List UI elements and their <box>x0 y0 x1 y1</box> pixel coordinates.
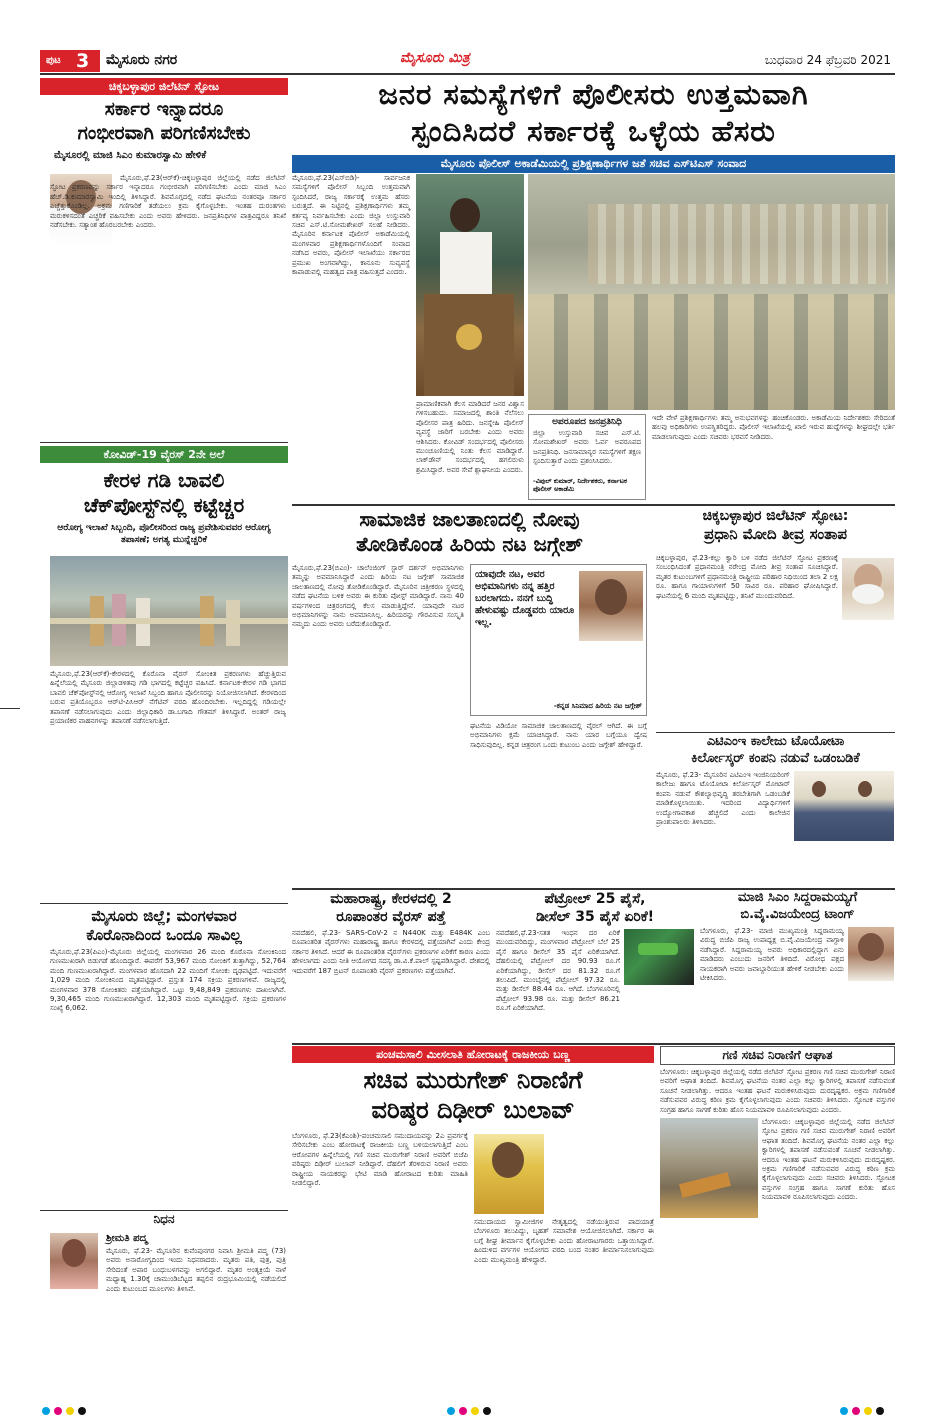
story-gelatin-hdk <box>40 78 288 438</box>
headline-line-1: ಸಾಮಾಜಿಕ ಜಾಲತಾಣದಲ್ಲಿ ನೋವು <box>359 507 580 531</box>
black-dot <box>78 1407 86 1415</box>
headline-line-1: ಕೇರಳ ಗಡಿ ಬಾವಲಿ <box>103 468 225 492</box>
headline-line-1: ಸರ್ಕಾರ ಇನ್ನಾದರೂ <box>104 98 224 120</box>
story-kerala-border <box>40 446 288 901</box>
checkpost-photo <box>50 556 288 666</box>
story-mines-shock <box>660 1046 898 1364</box>
story-body-continued: ಬೆಂಗಳೂರು: ಚಿಕ್ಕಬಳ್ಳಾಪುರ ಜಿಲ್ಲೆಯಲ್ಲಿ ನಡೆದ ಜಿಲೆಟಿನ್ ಸ್ಫೋಟ ಪ್ರಕರಣ ಗಣಿ ಸಚಿವ ಮುರುಗೇಶ್ ನಿರಾಣಿ ಅವರಿಗೆ ಆಘಾತ ತಂದಿದೆ. ಶಿವಮೊಗ್ಗ ಘಟನೆಯ ನಂತರ ಎಲ್ಲಾ ಕಲ್ಲು ಕ್ವಾರಿಗಳಲ್ಲಿ ತಪಾಸಣೆ ನಡೆಸುವಂತೆ ಸೂಚನೆ ನೀಡಲಾಗಿತ್ತು. ಆದರೂ ಇಂತಹ ಘಟನೆ ಮರುಕಳಿಸಿರುವುದು ದುರದೃಷ್ಟಕರ. ಅಕ್ರಮ ಗಣಿಗಾರಿಕೆ ನಡೆಸುವವರ ವಿರುದ್ಧ ಕಠಿಣ ಕ್ರಮ ಕೈಗೊಳ್ಳಲಾಗುವುದು ಎಂದು ಸಚಿವರು ತಿಳಿಸಿದರು. ಸ್ಫೋಟಕ ವಸ್ತುಗಳ ಸಂಗ್ರಹ ಹಾಗೂ ಸಾಗಣೆ ಕುರಿತು ಹೊಸ ನಿಯಮಾವಳಿ ರೂಪಿಸಲಾಗುವುದು ಎಂದರು. <box>762 1118 898 1202</box>
story-petrol-price <box>496 891 694 1041</box>
quote-title: ಅಪರೂಪದ ಜನಪ್ರತಿನಿಧಿ <box>552 417 622 427</box>
lead-quote-box <box>528 414 646 500</box>
issue-date: ಬುಧವಾರ 24 ಫೆಬ್ರವರಿ 2021 <box>764 53 891 67</box>
story-body: ಮೈಸೂರು,ಫೆ.23(ಆರ್‌ಕೆ)-ಕೇರಳದಲ್ಲಿ ಕೊರೊನಾ ವೈರಸ್ ಸೋಂಕಿತ ಪ್ರಕರಣಗಳು ಹೆಚ್ಚುತ್ತಿರುವ ಹಿನ್ನೆಲೆಯಲ್ಲಿ ಮೈಸೂರು ಜಿಲ್ಲಾಡಳಿತವು ಗಡಿ ಭಾಗದಲ್ಲಿ ಕಟ್ಟೆಚ್ಚರ ವಹಿಸಿದೆ. ಕರ್ನಾಟಕ-ಕೇರಳ ಗಡಿ ಭಾಗದ ಬಾವಲಿ ಚೆಕ್‌ಪೋಸ್ಟ್‌ನಲ್ಲಿ ಆರೋಗ್ಯ ಇಲಾಖೆ ಸಿಬ್ಬಂದಿ ಹಾಗೂ ಪೊಲೀಸರನ್ನು ನಿಯೋಜಿಸಲಾಗಿದೆ. ಕೇರಳದಿಂದ ಬರುವ ಪ್ರತಿಯೊಬ್ಬರೂ ಆರ್‌ಟಿ-ಪಿಸಿಆರ್ ನೆಗೆಟಿವ್ ವರದಿ ಹೊಂದಿರಬೇಕು. ಇಲ್ಲದಿದ್ದಲ್ಲಿ ಗಡಿಯಲ್ಲೇ ತಪಾಸಣೆ ನಡೆಸಲಾಗುವುದು ಎಂದು ಜಿಲ್ಲಾಧಿಕಾರಿ ಡಾ.ಬಗಾದಿ ಗೌತಮ್ ತಿಳಿಸಿದ್ದಾರೆ. ಅಂತರ್ ರಾಜ್ಯ ಪ್ರಯಾಣಿಕರ ವಾಹನಗಳನ್ನು ತಪಾಸಣೆ ನಡೆಸಲಾಗುತ್ತಿದೆ. <box>50 670 289 726</box>
headline-line-2: ಚೆಕ್‌ಪೋಸ್ಟ್‌ನಲ್ಲಿ ಕಟ್ಟೆಚ್ಚರ <box>83 493 245 517</box>
quote-text: ಯಾವುದೇ ನಟ, ಅವರ ಅಭಿಮಾನಿಗಳು ನನ್ನ ಹತ್ತಿರ ಬರಲಾಗದು. ನನಗೆ ಬುದ್ಧಿ ಹೇಳುವಷ್ಟು ದೊಡ್ಡವರು ಯಾರೂ ಇಲ್ಲ. <box>475 569 575 628</box>
headline-line-2: ಕಿರ್ಲೋಸ್ಕರ್ ಕಂಪನಿ ನಡುವೆ ಒಡಂಬಡಿಕೆ <box>691 750 860 766</box>
headline-line-2: ಪ್ರಧಾನಿ ಮೋದಿ ತೀವ್ರ ಸಂತಾಪ <box>703 525 848 544</box>
headline-line-1: ಸಚಿವ ಮುರುಗೇಶ್ ನಿರಾಣಿಗೆ <box>363 1066 583 1094</box>
story-body: ನವದೆಹಲಿ, ಫೆ.23- SARS-CoV-2 ನ N440K ಮತ್ತು E484K ಎಂಬ ರೂಪಾಂತರಿತ ವೈರಸ್‌ಗಳು ಮಹಾರಾಷ್ಟ್ರ ಹಾಗೂ ಕೇರಳದಲ್ಲಿ ಪತ್ತೆಯಾಗಿವೆ ಎಂದು ಕೇಂದ್ರ ಸರ್ಕಾರ ತಿಳಿಸಿದೆ. ಆದರೆ ಈ ರೂಪಾಂತರಿತ ವೈರಸ್‌ಗಳು ಪ್ರಕರಣಗಳ ಏರಿಕೆಗೆ ಕಾರಣ ಎಂದು ಹೇಳಲಾಗದು ಎಂದು ನೀತಿ ಆಯೋಗದ ಸದಸ್ಯ ಡಾ.ವಿ.ಕೆ.ಪಾಲ್ ಸ್ಪಷ್ಟಪಡಿಸಿದ್ದಾರೆ. ದೇಶದಲ್ಲಿ ಇದುವರೆಗೆ 187 ಬ್ರಿಟನ್ ರೂಪಾಂತರಿ ವೈರಸ್ ಪ್ರಕರಣಗಳು ಪತ್ತೆಯಾಗಿವೆ. <box>292 929 493 975</box>
cyan-dot <box>840 1407 848 1415</box>
story-kirloskar <box>656 735 895 885</box>
headline-line-1: ಎಟಿಎಂಇ ಕಾಲೇಜು ಟೊಯೋಟಾ <box>706 734 845 749</box>
yellow-dot <box>66 1407 74 1415</box>
story-body: ಬೆಂಗಳೂರು: ಚಿಕ್ಕಬಳ್ಳಾಪುರ ಜಿಲ್ಲೆಯಲ್ಲಿ ನಡೆದ ಜಿಲೆಟಿನ್ ಸ್ಫೋಟ ಪ್ರಕರಣ ಗಣಿ ಸಚಿವ ಮುರುಗೇಶ್ ನಿರಾಣಿ ಅವರಿಗೆ ಆಘಾತ ತಂದಿದೆ. ಶಿವಮೊಗ್ಗ ಘಟನೆಯ ನಂತರ ಎಲ್ಲಾ ಕಲ್ಲು ಕ್ವಾರಿಗಳಲ್ಲಿ ತಪಾಸಣೆ ನಡೆಸುವಂತೆ ಸೂಚನೆ ನೀಡಲಾಗಿತ್ತು. ಆದರೂ ಇಂತಹ ಘಟನೆ ಮರುಕಳಿಸಿರುವುದು ದುರದೃಷ್ಟಕರ. ಅಕ್ರಮ ಗಣಿಗಾರಿಕೆ ನಡೆಸುವವರ ವಿರುದ್ಧ ಕಠಿಣ ಕ್ರಮ ಕೈಗೊಳ್ಳಲಾಗುವುದು ಎಂದು ಸಚಿವರು ತಿಳಿಸಿದರು. ಸ್ಫೋಟಕ ವಸ್ತುಗಳ ಸಂಗ್ರಹ ಹಾಗೂ ಸಾಗಣೆ ಕುರಿತು ಹೊಸ ನಿಯಮಾವಳಿ ರೂಪಿಸಲಾಗುವುದು ಎಂದರು. <box>660 1068 898 1114</box>
story-body: ಮೈಸೂರು, ಫೆ.23- ಮೈಸೂರಿನ ಎಟಿಎಂಇ ಇಂಜಿನಿಯರಿಂಗ್ ಕಾಲೇಜು ಹಾಗೂ ಟೊಯೋಟಾ ಕಿರ್ಲೋಸ್ಕರ್ ಮೋಟಾರ್ ಕಂಪನಿ ನಡುವೆ ಕೌಶಲ್ಯಾಭಿವೃದ್ಧಿ ತರಬೇತಿಗಾಗಿ ಒಡಂಬಡಿಕೆ ಮಾಡಿಕೊಳ್ಳಲಾಯಿತು. ಇದರಿಂದ ವಿದ್ಯಾರ್ಥಿಗಳಿಗೆ ಉದ್ಯೋಗಾವಕಾಶ ಹೆಚ್ಚಲಿದೆ ಎಂದು ಕಾಲೇಜಿನ ಪ್ರಾಂಶುಪಾಲರು ತಿಳಿಸಿದರು. <box>656 771 793 827</box>
story-body: ಮೈಸೂರು,ಫೆ.23(ಬಿಎಂ)- ಚಾಲೆಂಜಿಂಗ್ ಸ್ಟಾರ್ ದರ್ಶನ್ ಅಭಿಮಾನಿಗಳು ತಮ್ಮನ್ನು ಅವಮಾನಿಸಿದ್ದಾರೆ ಎಂದು ಹಿರಿಯ ನಟ ಜಗ್ಗೇಶ್ ಸಾಮಾಜಿಕ ಜಾಲತಾಣದಲ್ಲಿ ನೋವು ತೋಡಿಕೊಂಡಿದ್ದಾರೆ. ಮೈಸೂರಿನ ಚಿತ್ರೀಕರಣ ಸ್ಥಳದಲ್ಲಿ ನಡೆದ ಘಟನೆಯ ಬಳಿಕ ಅವರು ಈ ಕುರಿತು ಪೋಸ್ಟ್ ಮಾಡಿದ್ದಾರೆ. ನಾನು 40 ವರ್ಷಗಳಿಂದ ಚಿತ್ರರಂಗದಲ್ಲಿ ಕೆಲಸ ಮಾಡುತ್ತಿದ್ದೇನೆ. ಯಾವುದೇ ನಟರ ಅಭಿಮಾನಿಗಳನ್ನು ನಾನು ಅವಮಾನಿಸಿಲ್ಲ. ಹಿರಿಯರನ್ನು ಗೌರವಿಸುವ ಸಂಸ್ಕೃತಿ ನಮ್ಮದು ಎಂದು ಅವರು ಬರೆದುಕೊಂಡಿದ್ದಾರೆ. <box>292 564 467 629</box>
headline-line-1: ಪೆಟ್ರೋಲ್ 25 ಪೈಸೆ, <box>544 891 646 907</box>
story-mutation-virus <box>292 891 493 1041</box>
story-body: ಬೆಂಗಳೂರು, ಫೆ.23- ಮಾಜಿ ಮುಖ್ಯಮಂತ್ರಿ ಸಿದ್ದರಾಮಯ್ಯ ವಿರುದ್ಧ ಬಿಜೆಪಿ ರಾಜ್ಯ ಉಪಾಧ್ಯಕ್ಷ ಬಿ.ವೈ.ವಿಜಯೇಂದ್ರ ವಾಗ್ದಾಳಿ ನಡೆಸಿದ್ದಾರೆ. ಸಿದ್ದರಾಮಯ್ಯ ಅವರು ಅಧಿಕಾರದಲ್ಲಿದ್ದಾಗ ಏನು ಮಾಡಿದರು ಎಂಬುದು ಜನರಿಗೆ ತಿಳಿದಿದೆ. ವಿರೋಧ ಪಕ್ಷದ ನಾಯಕರಾಗಿ ಅವರು ಜವಾಬ್ದಾರಿಯುತ ಹೇಳಿಕೆ ನೀಡಬೇಕು ಎಂದು ಟೀಕಿಸಿದರು. <box>700 927 847 983</box>
divider <box>40 442 288 443</box>
headline-line-1: ಮಹಾರಾಷ್ಟ್ರ, ಕೇರಳದಲ್ಲಿ 2 <box>330 891 452 907</box>
cyan-dot <box>42 1407 50 1415</box>
divider <box>292 1043 895 1045</box>
headline-bar: ಗಣಿ ಸಚಿವ ನಿರಾಣಿಗೆ ಆಘಾತ <box>660 1046 895 1065</box>
obituary-name: ಶ್ರೀಮತಿ ಪದ್ಮ <box>106 1233 148 1244</box>
divider <box>292 504 895 506</box>
story-body-2: ಸಮುದಾಯದ ಸ್ವಾಮೀಜಿಗಳ ನೇತೃತ್ವದಲ್ಲಿ ನಡೆಯುತ್ತಿರುವ ಪಾದಯಾತ್ರೆ ಬೆಂಗಳೂರು ತಲುಪಿದ್ದು, ಬೃಹತ್ ಸಮಾವೇಶ ಆಯೋಜಿಸಲಾಗಿದೆ. ಸರ್ಕಾರ ಈ ಬಗ್ಗೆ ಶೀಘ್ರ ತೀರ್ಮಾನ ಕೈಗೊಳ್ಳಬೇಕು ಎಂದು ಹೋರಾಟಗಾರರು ಒತ್ತಾಯಿಸಿದ್ದಾರೆ. ಹಿಂದುಳಿದ ವರ್ಗಗಳ ಆಯೋಗದ ವರದಿ ಬಂದ ನಂತರ ತೀರ್ಮಾನಿಸಲಾಗುವುದು ಎಂದು ಮುಖ್ಯಮಂತ್ರಿ ಹೇಳಿದ್ದಾರೆ. <box>474 1218 657 1264</box>
lead-body-col1: ಮೈಸೂರು,ಫೆ.23(ಎಸ್‌ಬಿಡಿ)- ಸಾರ್ವಜನಿಕ ಸಮಸ್ಯೆಗಳಿಗೆ ಪೊಲೀಸ್ ಸಿಬ್ಬಂದಿ ಉತ್ತಮವಾಗಿ ಸ್ಪಂದಿಸಿದರೆ, ರಾಜ್ಯ ಸರ್ಕಾರಕ್ಕೆ ಉತ್ತಮ ಹೆಸರು ಬರುತ್ತದೆ. ಈ ನಿಟ್ಟಿನಲ್ಲಿ ಪ್ರಶಿಕ್ಷಣಾರ್ಥಿಗಳು ತಮ್ಮ ಕರ್ತವ್ಯ ನಿರ್ವಹಿಸಬೇಕು ಎಂದು ಜಿಲ್ಲಾ ಉಸ್ತುವಾರಿ ಸಚಿವ ಎಸ್.ಟಿ.ಸೋಮಶೇಖರ್ ಸಲಹೆ ನೀಡಿದರು. ಮೈಸೂರಿನ ಕರ್ನಾಟಕ ಪೊಲೀಸ್ ಅಕಾಡೆಮಿಯಲ್ಲಿ ಮಂಗಳವಾರ ಪ್ರಶಿಕ್ಷಣಾರ್ಥಿಗಳೊಂದಿಗೆ ಸಂವಾದ ನಡೆಸಿದ ಅವರು, ಪೊಲೀಸ್ ಇಲಾಖೆಯು ಸರ್ಕಾರದ ಪ್ರಮುಖ ಅಂಗವಾಗಿದ್ದು, ಕಾನೂನು ಸುವ್ಯವಸ್ಥೆ ಕಾಪಾಡುವಲ್ಲಿ ಮಹತ್ವದ ಪಾತ್ರ ವಹಿಸುತ್ತದೆ ಎಂದರು. <box>292 174 413 277</box>
trainees-photo <box>528 174 895 410</box>
yellow-dot <box>471 1407 479 1415</box>
headline-line-2: ರೂಪಾಂತರ ವೈರಸ್ ಪತ್ತೆ <box>336 909 446 926</box>
lead-strap: ಮೈಸೂರು ಪೊಲೀಸ್ ಅಕಾಡೆಮಿಯಲ್ಲಿ ಪ್ರಶಿಕ್ಷಣಾರ್ಥಿಗಳ ಜತೆ ಸಚಿವ ಎಸ್‌ಟಿಎಸ್ ಸಂವಾದ <box>292 155 895 173</box>
black-dot <box>483 1407 491 1415</box>
fuel-nozzle-photo <box>624 929 694 985</box>
story-body: ಚಿಕ್ಕಬಳ್ಳಾಪುರ, ಫೆ.23-ಕಲ್ಲು ಕ್ವಾರಿ ಬಳಿ ನಡೆದ ಜಿಲೆಟಿನ್ ಸ್ಫೋಟ ಪ್ರಕರಣಕ್ಕೆ ಸಂಬಂಧಿಸಿದಂತೆ ಪ್ರಧಾನಮಂತ್ರಿ ನರೇಂದ್ರ ಮೋದಿ ತೀವ್ರ ಸಂತಾಪ ಸೂಚಿಸಿದ್ದಾರೆ. ಮೃತರ ಕುಟುಂಬಗಳಿಗೆ ಪ್ರಧಾನಮಂತ್ರಿ ರಾಷ್ಟ್ರೀಯ ಪರಿಹಾರ ನಿಧಿಯಿಂದ ತಲಾ 2 ಲಕ್ಷ ರೂ. ಹಾಗೂ ಗಾಯಾಳುಗಳಿಗೆ 50 ಸಾವಿರ ರೂ. ಪರಿಹಾರ ಘೋಷಿಸಿದ್ದಾರೆ. ಘಟನೆಯಲ್ಲಿ 6 ಮಂದಿ ಮೃತಪಟ್ಟಿದ್ದು, ತನಿಖೆ ಮುಂದುವರಿದಿದೆ. <box>656 554 841 600</box>
quote-body: ಜಿಲ್ಲಾ ಉಸ್ತುವಾರಿ ಸಚಿವ ಎಸ್.ಟಿ. ಸೋಮಶೇಖರ್ ಅವರು ಓರ್ವ ಅಪರೂಪದ ಜನಪ್ರತಿನಿಧಿ. ಜನಸಾಮಾನ್ಯರ ಸಮಸ್ಯೆಗಳಿಗೆ ತಕ್ಷಣ ಸ್ಪಂದಿಸುತ್ತಾರೆ ಎಂದು ಪ್ರಶಂಸಿಸಿದರು. <box>533 429 644 466</box>
page-number-badge <box>40 50 100 72</box>
nirani-photo <box>474 1134 544 1214</box>
fold-mark <box>0 708 20 709</box>
story-jaggesh <box>292 507 650 886</box>
obituary <box>40 1213 288 1365</box>
cyan-dot <box>447 1407 455 1415</box>
story-body: ಮೈಸೂರು,ಫೆ.23(ಆರ್‌ಕೆ)-ಚಿಕ್ಕಬಳ್ಳಾಪುರ ಜಿಲ್ಲೆಯಲ್ಲಿ ನಡೆದ ಜಿಲೆಟಿನ್ ಸ್ಫೋಟ ಪ್ರಕರಣವನ್ನು ಸರ್ಕಾರ ಇನ್ನಾದರೂ ಗಂಭೀರವಾಗಿ ಪರಿಗಣಿಸಬೇಕು ಎಂದು ಮಾಜಿ ಸಿಎಂ ಹೆಚ್.ಡಿ.ಕುಮಾರಸ್ವಾಮಿ ಇಂದಿಲ್ಲಿ ತಿಳಿಸಿದ್ದಾರೆ. ಶಿವಮೊಗ್ಗದಲ್ಲಿ ನಡೆದ ಘಟನೆಯ ನಂತರವೂ ಸರ್ಕಾರ ಎಚ್ಚೆತ್ತುಕೊಂಡಿಲ್ಲ. ಅಕ್ರಮ ಗಣಿಗಾರಿಕೆ ತಡೆಯಲು ಕ್ರಮ ಕೈಗೊಳ್ಳಬೇಕು. ಇಂತಹ ದುರಂತಗಳು ಮರುಕಳಿಸದಂತೆ ಎಚ್ಚರಿಕೆ ವಹಿಸಬೇಕು ಎಂದು ಅವರು ಹೇಳಿದರು. ಜನಪ್ರತಿನಿಧಿಗಳ ಪಾತ್ರವಿದ್ದರೂ ತನಿಖೆ ನಡೆಸಬೇಕು. ಸತ್ಯಾಂಶ ಹೊರಬರಬೇಕು ಎಂದರು. <box>50 174 289 230</box>
headline-line-2: ಬಿ.ವೈ.ವಿಜಯೇಂದ್ರ ಟಾಂಗ್ <box>740 906 855 922</box>
minister-podium-photo <box>416 174 524 396</box>
story-body: ನವದೆಹಲಿ,ಫೆ.23-ಸತತ ಇಂಧನ ದರ ಏರಿಕೆ ಮುಂದುವರಿದಿದ್ದು, ಮಂಗಳವಾರ ಪೆಟ್ರೋಲ್ ಬೆಲೆ 25 ಪೈಸೆ ಹಾಗೂ ಡೀಸೆಲ್ 35 ಪೈಸೆ ಏರಿಕೆಯಾಗಿದೆ. ದೆಹಲಿಯಲ್ಲಿ ಪೆಟ್ರೋಲ್ ದರ 90.93 ರೂ.ಗೆ ಏರಿಕೆಯಾಗಿದ್ದು, ಡೀಸೆಲ್ ದರ 81.32 ರೂ.ಗೆ ತಲುಪಿದೆ. ಮುಂಬೈನಲ್ಲಿ ಪೆಟ್ರೋಲ್ 97.32 ರೂ. ಮತ್ತು ಡೀಸೆಲ್ 88.44 ರೂ. ಆಗಿದೆ. ಬೆಂಗಳೂರಿನಲ್ಲಿ ಪೆಟ್ರೋಲ್ 93.98 ರೂ. ಮತ್ತು ಡೀಸೆಲ್ 86.21 ರೂ.ಗೆ ಏರಿಕೆಯಾಗಿದೆ. <box>496 929 623 1013</box>
vijayendra-photo <box>848 927 894 981</box>
story-modi <box>656 508 895 730</box>
quote-attribution: -ಕನ್ನಡ ಸಿನಿಮಾದ ಹಿರಿಯ ನಟ ಜಗ್ಗೇಶ್ <box>553 702 642 710</box>
registration-marks-left <box>40 1400 100 1410</box>
subhead: ಮೈಸೂರಲ್ಲಿ ಮಾಜಿ ಸಿಎಂ ಕುಮಾರಸ್ವಾಮಿ ಹೇಳಿಕೆ <box>54 149 207 161</box>
jaggesh-quote-box <box>470 564 647 716</box>
paper-name: ಮೈಸೂರು ಮಿತ್ರ <box>400 50 470 66</box>
headline-line-1: ಚಿಕ್ಕಬಳ್ಳಾಪುರ ಜಿಲೆಟಿನ್ ಸ್ಫೋಟ: <box>702 508 849 524</box>
magenta-dot <box>54 1407 62 1415</box>
headline-line-1: ಮಾಜಿ ಸಿಎಂ ಸಿದ್ದರಾಮಯ್ಯಗೆ <box>737 890 858 905</box>
section-name: ಮೈಸೂರು ನಗರ <box>106 52 178 68</box>
divider <box>656 732 895 733</box>
obituary-photo <box>50 1233 98 1289</box>
story-murugesh-nirani <box>292 1046 657 1364</box>
masthead <box>40 50 895 72</box>
black-dot <box>876 1407 884 1415</box>
yellow-dot <box>864 1407 872 1415</box>
headline-line-2: ಕೊರೊನಾದಿಂದ ಒಂದೂ ಸಾವಿಲ್ಲ <box>86 926 242 945</box>
headline-line-2: ಗಂಭೀರವಾಗಿ ಪರಿಗಣಿಸಬೇಕು <box>77 121 251 144</box>
modi-photo <box>842 558 894 620</box>
lead-headline-line-2: ಸ್ಪಂದಿಸಿದರೆ ಸರ್ಕಾರಕ್ಕೆ ಒಳ್ಳೆಯ ಹೆಸರು <box>411 114 776 149</box>
blast-site-photo <box>660 1118 758 1218</box>
magenta-dot <box>459 1407 467 1415</box>
jaggesh-photo <box>579 571 643 641</box>
subhead: ಆರೋಗ್ಯ ಇಲಾಖೆ ಸಿಬ್ಬಂದಿ, ಪೊಲೀಸರಿಂದ ರಾಜ್ಯ ಪ್ರವೇಶಿಸುವವರ ಆರೋಗ್ಯ ತಪಾಸಣೆ; ಅಗತ್ಯ ಮುನ್ನೆಚ್ಚರಿಕೆ <box>57 523 271 545</box>
lead-headline-line-1: ಜನರ ಸಮಸ್ಯೆಗಳಿಗೆ ಪೊಲೀಸರು ಉತ್ತಮವಾಗಿ <box>378 77 809 111</box>
kicker-bar: ಪಂಚಮಸಾಲಿ ಮೀಸಲಾತಿ ಹೋರಾಟಕ್ಕೆ ರಾಜಕೀಯ ಬಣ್ಣ <box>292 1046 654 1063</box>
page-number: 3 <box>76 50 90 72</box>
lead-body-col2: ಪ್ರಾಮಾಣಿಕವಾಗಿ ಕೆಲಸ ಮಾಡಿದರೆ ಜನರ ವಿಶ್ವಾಸ ಗಳಿಸಬಹುದು. ಸಮಾಜದಲ್ಲಿ ಶಾಂತಿ ನೆಲೆಸಲು ಪೊಲೀಸರ ಪಾತ್ರ ಹಿರಿದು. ಜನಸ್ನೇಹಿ ಪೊಲೀಸ್ ವ್ಯವಸ್ಥೆ ಜಾರಿಗೆ ಬರಬೇಕು ಎಂದು ಅವರು ಆಶಿಸಿದರು. ಕೋವಿಡ್ ಸಂದರ್ಭದಲ್ಲಿ ಪೊಲೀಸರು ಮುಂಚೂಣಿಯಲ್ಲಿ ನಿಂತು ಕೆಲಸ ಮಾಡಿದ್ದಾರೆ. ಲಾಕ್‌ಡೌನ್ ಸಂದರ್ಭದಲ್ಲಿ ಹಗಲಿರುಳು ಶ್ರಮಿಸಿದ್ದಾರೆ. ಅವರ ಸೇವೆ ಶ್ಲಾಘನೀಯ ಎಂದರು. <box>416 400 527 474</box>
story-siddaramaiah <box>700 891 895 1041</box>
magenta-dot <box>852 1407 860 1415</box>
kicker-bar: ಚಿಕ್ಕಬಳ್ಳಾಪುರ ಜಿಲೆಟಿನ್ ಸ್ಫೋಟ <box>40 78 288 95</box>
obituary-body: ಮೈಸೂರು, ಫೆ.23- ಮೈಸೂರಿನ ಕುವೆಂಪುನಗರ ನಿವಾಸಿ ಶ್ರೀಮತಿ ಪದ್ಮ (73) ಅವರು ಅನಾರೋಗ್ಯದಿಂದ ಇಂದು ನಿಧನರಾದರು. ಮೃತರು ಪತಿ, ಪುತ್ರ, ಪುತ್ರಿ ಸೇರಿದಂತೆ ಅಪಾರ ಬಂಧುಬಳಗವನ್ನು ಅಗಲಿದ್ದಾರೆ. ಮೃತರ ಅಂತ್ಯಕ್ರಿಯೆ ನಾಳೆ ಮಧ್ಯಾಹ್ನ 1.30ಕ್ಕೆ ಚಾಮುಂಡಿಬೆಟ್ಟದ ತಪ್ಪಲಿನ ರುದ್ರಭೂಮಿಯಲ್ಲಿ ನಡೆಯಲಿದೆ ಎಂದು ಕುಟುಂಬದ ಮೂಲಗಳು ತಿಳಿಸಿವೆ. <box>106 1247 289 1293</box>
headline-line-2: ವರಿಷ್ಠರ ದಿಢೀರ್ ಬುಲಾವ್ <box>371 1095 575 1124</box>
registration-marks-right <box>838 1400 898 1410</box>
headline-line-2: ತೋಡಿಕೊಂಡ ಹಿರಿಯ ನಟ ಜಗ್ಗೇಶ್ <box>356 532 583 556</box>
story-body: ಬೆಂಗಳೂರು, ಫೆ.23(ಕೆಎಂಶಿ)-ಪಂಚಮಸಾಲಿ ಸಮುದಾಯವನ್ನು 2ಎ ಪ್ರವರ್ಗಕ್ಕೆ ಸೇರಿಸಬೇಕು ಎಂಬ ಹೋರಾಟಕ್ಕೆ ರಾಜಕೀಯ ಬಣ್ಣ ಬಳಿಯಲಾಗುತ್ತಿದೆ ಎಂಬ ಆರೋಪಗಳ ಹಿನ್ನೆಲೆಯಲ್ಲಿ ಗಣಿ ಸಚಿವ ಮುರುಗೇಶ್ ನಿರಾಣಿ ಅವರಿಗೆ ಬಿಜೆಪಿ ವರಿಷ್ಠರು ದಿಢೀರ್ ಬುಲಾವ್ ನೀಡಿದ್ದಾರೆ. ದೆಹಲಿಗೆ ತೆರಳಿರುವ ನಿರಾಣಿ ಅವರು ರಾಷ್ಟ್ರೀಯ ನಾಯಕರನ್ನು ಭೇಟಿ ಮಾಡಿ ಹೋರಾಟದ ಕುರಿತು ಮಾಹಿತಿ ನೀಡಲಿದ್ದಾರೆ. <box>292 1132 471 1188</box>
masthead-rule <box>40 73 895 75</box>
story-body: ಮೈಸೂರು,ಫೆ.23(ಪಿಎಂ)-ಮೈಸೂರು ಜಿಲ್ಲೆಯಲ್ಲಿ ಮಂಗಳವಾರ 26 ಮಂದಿ ಕೊರೊನಾ ಸೋಂಕಿನಿಂದ ಗುಣಮುಖರಾಗಿ ಬಿಡುಗಡೆ ಹೊಂದಿದ್ದಾರೆ. ಈವರೆಗೆ 53,967 ಮಂದಿ ಸೋಂಕಿಗೆ ತುತ್ತಾಗಿದ್ದು, 52,764 ಮಂದಿ ಗುಣಮುಖರಾಗಿದ್ದಾರೆ. ಮಂಗಳವಾರ ಹೊಸದಾಗಿ 22 ಮಂದಿಗೆ ಸೋಂಕು ದೃಢಪಟ್ಟಿದೆ. ಇದುವರೆಗೆ 1,029 ಮಂದಿ ಸೋಂಕಿನಿಂದ ಮೃತಪಟ್ಟಿದ್ದಾರೆ. ಪ್ರಸ್ತುತ 174 ಸಕ್ರಿಯ ಪ್ರಕರಣಗಳಿವೆ. ರಾಜ್ಯದಲ್ಲಿ ಮಂಗಳವಾರ 378 ಸೋಂಕಿತರು ಪತ್ತೆಯಾಗಿದ್ದಾರೆ. ಒಟ್ಟು 9,48,849 ಪ್ರಕರಣಗಳು ದಾಖಲಾಗಿವೆ. 9,30,465 ಮಂದಿ ಗುಣಮುಖರಾಗಿದ್ದಾರೆ. 12,303 ಮಂದಿ ಮೃತಪಟ್ಟಿದ್ದಾರೆ. ಸಕ್ರಿಯ ಪ್ರಕರಣಗಳ ಸಂಖ್ಯೆ 6,062. <box>50 948 289 1013</box>
lead-story <box>292 77 898 502</box>
headline-line-1: ಮೈಸೂರು ಜಿಲ್ಲೆ; ಮಂಗಳವಾರ <box>91 907 237 925</box>
divider <box>40 1210 288 1211</box>
mou-photo <box>794 771 894 841</box>
page-label: ಪುಟ <box>46 55 61 66</box>
headline-line-2: ಡೀಸೆಲ್ 35 ಪೈಸೆ ಏರಿಕೆ! <box>535 909 655 926</box>
story-covid-no-death <box>40 906 288 1206</box>
divider <box>40 903 288 904</box>
quote-attribution: -ವಿಪುಲ್ ಕುಮಾರ್, ನಿರ್ದೇಶಕರು, ಕರ್ನಾಟಕ ಪೊಲೀಸ್ ಅಕಾಡೆಮಿ <box>533 477 627 493</box>
registration-marks-center <box>445 1400 505 1410</box>
kicker-bar: ಕೋವಿಡ್-19 ವೈರಸ್ 2ನೇ ಅಲೆ <box>40 446 288 463</box>
obituary-section-title: ನಿಧನ <box>153 1212 175 1226</box>
lead-body-col3: ಇದೇ ವೇಳೆ ಪ್ರಶಿಕ್ಷಣಾರ್ಥಿಗಳು ತಮ್ಮ ಅನುಭವಗಳನ್ನು ಹಂಚಿಕೊಂಡರು. ಅಕಾಡೆಮಿಯ ನಿರ್ದೇಶಕರು ಸೇರಿದಂತೆ ಹಲವು ಅಧಿಕಾರಿಗಳು ಉಪಸ್ಥಿತರಿದ್ದರು. ಪೊಲೀಸ್ ಇಲಾಖೆಯಲ್ಲಿ ಖಾಲಿ ಇರುವ ಹುದ್ದೆಗಳನ್ನು ಶೀಘ್ರದಲ್ಲೇ ಭರ್ತಿ ಮಾಡಲಾಗುವುದು ಎಂದು ಸಚಿವರು ಭರವಸೆ ನೀಡಿದರು. <box>652 414 898 441</box>
story-body-2: ಘಟನೆಯ ವಿಡಿಯೋ ಸಾಮಾಜಿಕ ಜಾಲತಾಣದಲ್ಲಿ ವೈರಲ್ ಆಗಿದೆ. ಈ ಬಗ್ಗೆ ಅಭಿಮಾನಿಗಳು ಕ್ಷಮೆ ಯಾಚಿಸಿದ್ದಾರೆ. ನಾನು ಯಾರ ಬಗ್ಗೆಯೂ ದ್ವೇಷ ಸಾಧಿಸುವುದಿಲ್ಲ. ಕನ್ನಡ ಚಿತ್ರರಂಗ ಒಂದು ಕುಟುಂಬ ಎಂದು ಜಗ್ಗೇಶ್ ಹೇಳಿದ್ದಾರೆ. <box>470 722 650 749</box>
